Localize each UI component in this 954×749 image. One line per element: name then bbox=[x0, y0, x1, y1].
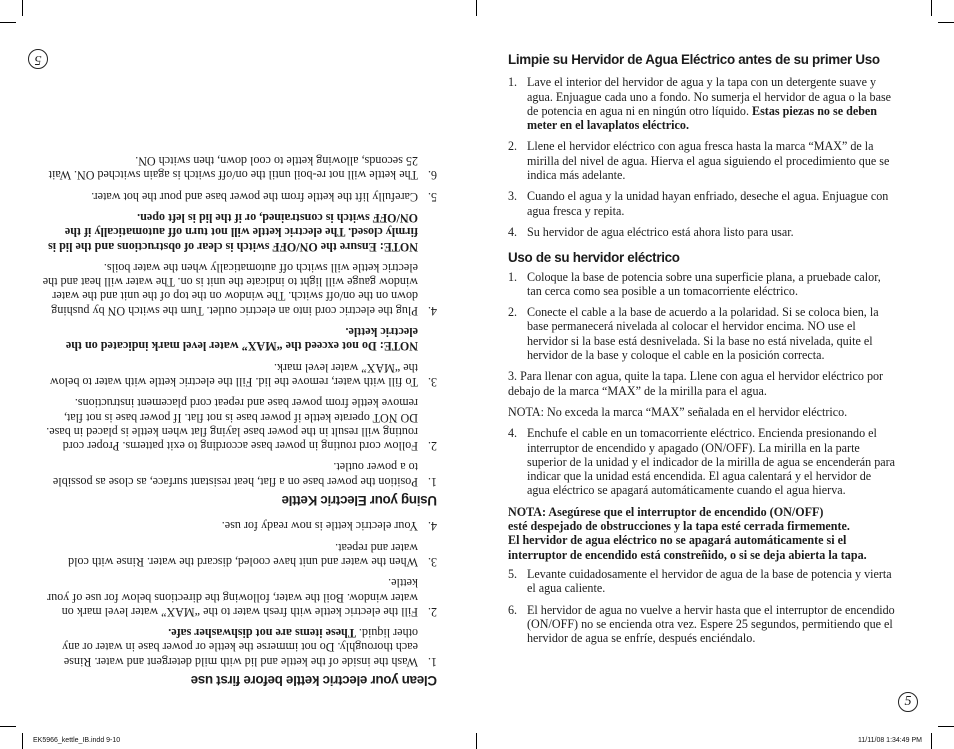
list-item: 2. Follow cord routing in power base according to exit patterns. Proper cord routing will result in the power base laying flat when kettle is placed in base. DO NOT operate kettle if power base is not flat. If power base is not flat, remove kettle from power base and repeat cord placement instructions. bbox=[46, 396, 437, 454]
note: NOTA: Asegúrese que el interruptor de encendido (ON/OFF) esté despejado de obstrucciones y la tapa esté cerrada firmemente. El hervidor de agua eléctrico no se apagará automáticamente si el interruptor de encendido está constreñido, o si se deja abierta la tapa. bbox=[508, 504, 867, 562]
uso-step-4 bbox=[508, 426, 896, 497]
note: NOTA: No exceda la marca “MAX” señalada en el hervidor eléctrico. bbox=[508, 404, 848, 419]
crop-mark bbox=[931, 0, 932, 16]
using-steps bbox=[42, 360, 437, 488]
list-item: 1. Coloque la base de potencia sobre una superficie plana, a pruebade calor, tan cerca como sea posible a un tomacorriente eléctrico. bbox=[508, 269, 881, 298]
english-instructions bbox=[42, 147, 437, 687]
list-item: 4. Your electric kettle is now ready for use. bbox=[221, 519, 437, 534]
list-item: 5. Carefully lift the kettle from the power base and pour the hot water. bbox=[91, 189, 437, 204]
section-heading: Uso de su hervidor eléctrico bbox=[508, 250, 680, 266]
list-item: 3. Cuando el agua y la unidad hayan enfriado, deseche el agua. Enjuague con agua fresca y repita. bbox=[508, 189, 889, 218]
uso-steps bbox=[508, 270, 896, 363]
crop-mark bbox=[938, 726, 954, 727]
uso-steps-end bbox=[508, 567, 896, 645]
list-item: 4. Enchufe el cable en un tomacorriente eléctrico. Encienda presionando el interruptor de encendido y apagado (ON/OFF). La mirilla en la parte superior de la unidad y el indicador de la mirilla de agua se encenderán para indicar que la unidad está encendida. El agua calentará y el hervidor de agua eléctrico se apagará automáticamente cuando el agua hierva. bbox=[508, 426, 896, 498]
crop-mark bbox=[931, 733, 932, 749]
section-heading: Clean your electric kettle before first use bbox=[190, 673, 437, 688]
using-steps-cont bbox=[42, 261, 437, 318]
clean-steps bbox=[42, 519, 437, 669]
note: NOTE: Ensure the ON/OFF switch is clear of obstructions and the lid is firmly closed. The electric kettle will not turn off automatically if the ON/OFF switch is constrained, or if the lid is left open. bbox=[48, 210, 418, 254]
footer-date: 11/11/08 1:34:49 PM bbox=[858, 737, 922, 744]
list-item: 4. Su hervidor de agua eléctrico está ahora listo para usar. bbox=[508, 224, 794, 239]
list-item: 5. Levante cuidadosamente el hervidor de agua de la base de potencia y vierta el agua caliente. bbox=[508, 566, 892, 596]
list-item: 3. To fill with water, remove the lid. Fill the electric kettle with water to below the “MAX” water level mark. bbox=[49, 360, 437, 389]
crop-mark bbox=[938, 22, 954, 23]
spanish-instructions bbox=[508, 53, 896, 652]
list-item: 1. Position the power base on a flat, heat resistant surface, as close as possible to a power outlet. bbox=[52, 460, 437, 489]
page-number-badge: 5 bbox=[898, 692, 918, 712]
note: NOTE: Do not exceed the “MAX” water level mark indicated on the electric kettle. bbox=[65, 325, 418, 354]
page-number-badge: 5 bbox=[28, 49, 48, 69]
list-item: 2. Conecte el cable a la base de acuerdo a la polaridad. Si se coloca bien, la base permanecerá nivelada al colocar el hervidor encima. NO use el hervidor si la base está desnivelada. Si la base no está nivelada, quite el hervidor de la base y coloque el cable en la posición correcta. bbox=[508, 305, 879, 363]
list-item: 1. Lave el interior del hervidor de agua y la tapa con un detergente suave y agua. Enjuague cada uno a fondo. No sumerja el hervidor de agua o la base de potencia en agua ni en ningún otro líquido. Estas piezas no se deben meter en el lavaplatos eléctrico. bbox=[508, 75, 892, 133]
section-heading: Using your Electric Kettle bbox=[281, 493, 437, 509]
list-item: 3. When the water and unit have cooled, discard the water. Rinse with cold water and repeat. bbox=[68, 540, 437, 569]
section-heading: Limpie su Hervidor de Agua Eléctrico antes de su primer Uso bbox=[508, 52, 880, 67]
using-steps-end bbox=[42, 154, 437, 204]
list-item: 6. The kettle will not re-boil until the on/off switch is again switched ON. Wait 25 seconds, allowing kettle to cool down, then switch ON. bbox=[48, 154, 437, 183]
footer-file: EK5966_kettle_IB.indd 9-10 bbox=[33, 737, 121, 744]
limpie-steps bbox=[508, 75, 896, 239]
list-item: 2. Llene el hervidor eléctrico con agua fresca hasta la marca “MAX” de la mirilla del nivel de agua. Hierva el agua siguiendo el procedimiento que se indica más adelante. bbox=[508, 139, 890, 183]
list-item: 2. Fill the electric kettle with fresh water to the “MAX” water level mark on water window. Boil the water, following the directions below for use of your kettle. bbox=[47, 576, 437, 619]
list-item: 1. Wash the inside of the kettle and lid with mild detergent and water. Rinse each thoroughly. Do not immerse the kettle or power base in water or any other liquid. These items are not dishwasher safe. bbox=[62, 626, 437, 669]
list-item: 4. Plug the electric cord into an electric outlet. Turn the switch ON by pushing down on the on/off switch. The window on the top of the unit and the water window gauge will light to indicate the unit is on. The water will heat and the electric kettle will switch off automatically when the water boils. bbox=[42, 260, 437, 318]
paragraph: 3. Para llenar con agua, quite la tapa. Llene con agua el hervidor eléctrico por debajo de la marca “MAX” de la mirilla para el agua. bbox=[508, 369, 884, 398]
list-item: 6. El hervidor de agua no vuelve a hervir hasta que el interruptor de encendido (ON/OFF) no se encienda otra vez. Espere 25 segundos, permitiendo que el hervidor de agua se enfríe, después enciéndalo. bbox=[508, 602, 895, 646]
